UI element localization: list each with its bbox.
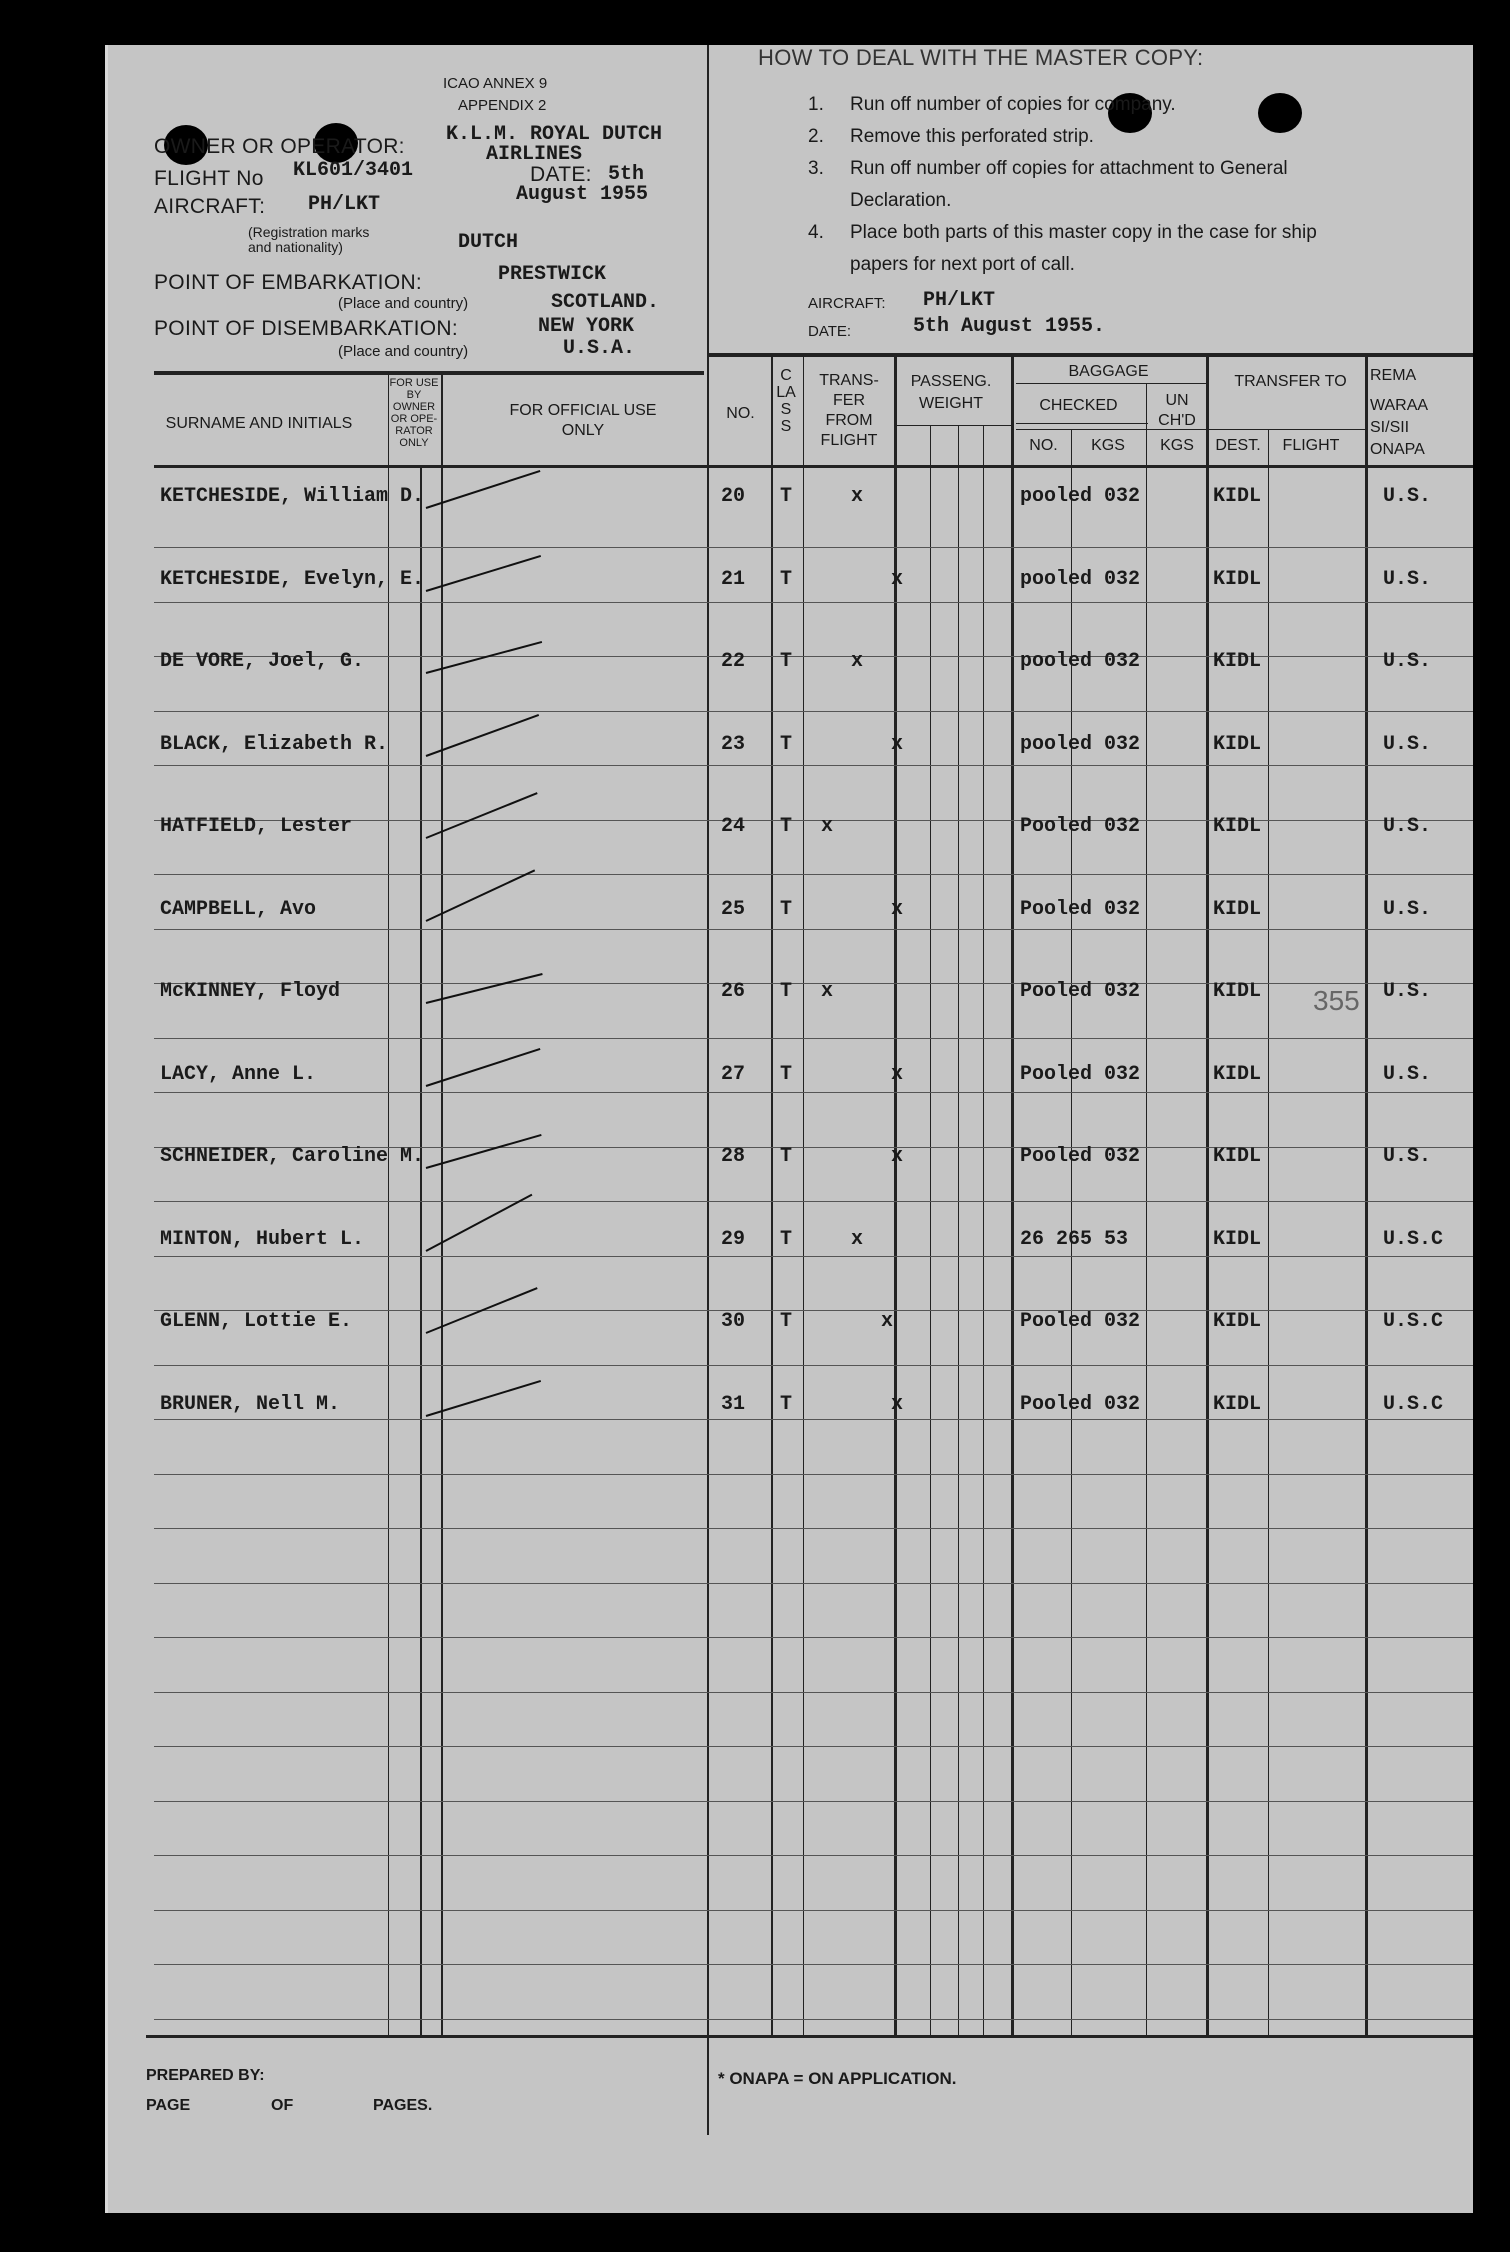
passenger-class: T	[780, 1062, 793, 1086]
instruction-text: papers for next port of call.	[850, 254, 1075, 275]
col-transfer-from: TRANS- FER FROM FLIGHT	[819, 372, 879, 449]
owner-label: OWNER OR OPERATOR:	[154, 135, 405, 158]
transfer-destination: KIDL	[1213, 650, 1262, 673]
row-line	[154, 1038, 1473, 1039]
passenger-name: LACY, Anne L.	[160, 1062, 317, 1086]
baggage-value: 26 265 53	[1020, 1227, 1129, 1251]
col-passeng-weight: PASSENG. WEIGHT	[910, 373, 992, 412]
instruction-item	[808, 89, 1468, 121]
baggage-value: Pooled 032	[1020, 1145, 1141, 1168]
header-subrule	[1016, 383, 1206, 384]
row-line	[154, 1419, 1473, 1420]
instruction-text: Declaration.	[850, 190, 952, 211]
page-label: PAGE	[146, 2097, 191, 2114]
column-line	[1206, 353, 1209, 2035]
passenger-weight-mark: x	[891, 1392, 904, 1416]
remarks-value: U.S.	[1383, 1145, 1432, 1168]
passenger-number: 25	[721, 897, 746, 921]
col-baggage: BAGGAGE	[1068, 363, 1149, 380]
handwritten-number: 355	[1313, 985, 1360, 1016]
passenger-class: T	[780, 1145, 793, 1168]
passenger-name: McKINNEY, Floyd	[160, 980, 341, 1003]
transfer-destination: KIDL	[1213, 485, 1262, 508]
passenger-class: T	[780, 1227, 793, 1251]
column-line	[388, 371, 389, 2035]
col-dest: DEST.	[1215, 437, 1261, 454]
column-line	[958, 425, 959, 2035]
passenger-class: T	[780, 1310, 793, 1333]
aircraft-value: PH/LKT	[308, 193, 381, 216]
disembarkation-label: POINT OF DISEMBARKATION:	[154, 317, 458, 340]
passenger-number: 20	[721, 485, 746, 508]
owner-value-2: AIRLINES	[486, 143, 583, 166]
instruction-text: Place both parts of this master copy in the case for ship	[850, 222, 1317, 243]
transfer-destination: KIDL	[1213, 1227, 1262, 1251]
baggage-value: Pooled 032	[1020, 1310, 1141, 1333]
remarks-value: U.S.	[1383, 567, 1432, 591]
appendix: APPENDIX 2	[458, 97, 547, 114]
row-line	[154, 2019, 1473, 2020]
passenger-class: T	[780, 815, 793, 838]
header-subrule	[896, 425, 1011, 426]
col-si: SI/SII	[1370, 419, 1410, 436]
row-line	[154, 1365, 1473, 1366]
flight-value: KL601/3401	[293, 159, 414, 182]
row-line	[154, 983, 1473, 984]
instruction-number: 2.	[808, 126, 824, 147]
row-line	[154, 1910, 1473, 1911]
passenger-weight-mark: x	[821, 815, 834, 838]
passenger-weight-mark: x	[891, 732, 904, 756]
column-line	[1011, 353, 1014, 2035]
column-line	[441, 371, 443, 2035]
disembarkation-value-2: U.S.A.	[563, 337, 636, 360]
remarks-value: U.S.	[1383, 897, 1432, 921]
remarks-value: U.S.	[1383, 732, 1432, 756]
col-official-use: FOR OFFICIAL USE ONLY	[509, 402, 657, 439]
icao-annex: ICAO ANNEX 9	[443, 75, 548, 92]
row-line	[154, 1964, 1473, 1965]
embarkation-value-2: SCOTLAND.	[551, 291, 660, 314]
passenger-name: KETCHESIDE, William D.	[160, 485, 425, 508]
transfer-destination: KIDL	[1213, 1392, 1262, 1416]
instruction-item	[808, 249, 1468, 281]
transfer-destination: KIDL	[1213, 815, 1262, 838]
row-line	[154, 1583, 1473, 1584]
passenger-number: 22	[721, 650, 746, 673]
passenger-number: 31	[721, 1392, 746, 1416]
disembarkation-value: NEW YORK	[538, 315, 635, 338]
onapa-note: * ONAPA = ON APPLICATION.	[718, 2069, 957, 2088]
col-no: NO.	[726, 405, 755, 422]
passenger-class: T	[780, 980, 793, 1003]
baggage-value: pooled 032	[1020, 485, 1141, 508]
column-line	[803, 353, 804, 2035]
col-checked: CHECKED	[1039, 397, 1118, 414]
row-line	[154, 602, 1473, 603]
passenger-weight-mark: x	[891, 567, 904, 591]
passenger-weight-mark: x	[851, 1227, 864, 1251]
row-line	[154, 711, 1473, 712]
passenger-number: 24	[721, 815, 746, 838]
row-line	[154, 929, 1473, 930]
header-subrule	[1016, 423, 1148, 424]
remarks-value: U.S.	[1383, 485, 1432, 508]
check-mark	[426, 641, 542, 674]
row-line	[154, 1474, 1473, 1475]
date-value: 5th	[608, 163, 645, 186]
row-line	[154, 1692, 1473, 1693]
check-mark	[426, 973, 543, 1004]
remarks-value: U.S.C	[1383, 1392, 1444, 1416]
date-value-2: August 1955	[516, 183, 649, 206]
place-note: (Place and country)	[338, 295, 469, 312]
passenger-weight-mark: x	[891, 897, 904, 921]
transfer-destination: KIDL	[1213, 732, 1262, 756]
passenger-name: GLENN, Lottie E.	[160, 1310, 353, 1333]
passenger-weight-mark: x	[881, 1310, 894, 1333]
column-line	[420, 465, 422, 2035]
instruction-number: 4.	[808, 222, 824, 243]
passenger-name: MINTON, Hubert L.	[160, 1227, 365, 1251]
row-line	[154, 765, 1473, 766]
instruction-number	[808, 185, 850, 217]
date-label: DATE:	[530, 163, 592, 186]
passenger-number: 21	[721, 567, 746, 591]
passenger-number: 29	[721, 1227, 746, 1251]
baggage-value: pooled 032	[1020, 732, 1141, 756]
row-line	[154, 1528, 1473, 1529]
registration-note-line: and nationality)	[248, 239, 343, 255]
prepared-by: PREPARED BY:	[146, 2067, 265, 2084]
registration-note-line: (Registration marks	[248, 224, 370, 240]
baggage-value: pooled 032	[1020, 650, 1141, 673]
header-rule	[154, 371, 704, 375]
passenger-number: 26	[721, 980, 746, 1003]
remarks-value: U.S.C	[1383, 1227, 1444, 1251]
instruction-text: Remove this perforated strip.	[850, 126, 1094, 147]
instructions-title: HOW TO DEAL WITH THE MASTER COPY:	[758, 45, 1204, 70]
check-mark	[426, 554, 541, 591]
instruction-number: 3.	[808, 158, 824, 179]
passenger-class: T	[780, 567, 793, 591]
column-line	[894, 353, 897, 2035]
transfer-destination: KIDL	[1213, 980, 1262, 1003]
passenger-number: 27	[721, 1062, 746, 1086]
col-kgs: KGS	[1091, 437, 1125, 454]
of-label: OF	[271, 2097, 294, 2114]
column-line	[1146, 383, 1147, 2035]
col-bag-no: NO.	[1029, 437, 1058, 454]
col-kgs-unchecked: KGS	[1160, 437, 1194, 454]
transfer-destination: KIDL	[1213, 1145, 1262, 1168]
passenger-class: T	[780, 485, 793, 508]
instruction-item	[808, 121, 1468, 153]
transfer-destination: KIDL	[1213, 1062, 1262, 1086]
passenger-name: BRUNER, Nell M.	[160, 1392, 341, 1416]
transfer-destination: KIDL	[1213, 897, 1262, 921]
col-surname: SURNAME AND INITIALS	[165, 415, 353, 432]
header-subrule	[1016, 429, 1366, 430]
baggage-value: Pooled 032	[1020, 980, 1141, 1003]
remarks-value: U.S.	[1383, 980, 1432, 1003]
passenger-name: KETCHESIDE, Evelyn, E.	[160, 567, 425, 591]
passenger-weight-mark: x	[851, 485, 864, 508]
passenger-number: 23	[721, 732, 746, 756]
passenger-class: T	[780, 732, 793, 756]
instructions-list	[808, 89, 1468, 281]
passenger-name: SCHNEIDER, Caroline M.	[160, 1145, 425, 1168]
column-line	[771, 353, 773, 2035]
aircraft-label: AIRCRAFT:	[154, 195, 266, 218]
embarkation-value: PRESTWICK	[498, 263, 607, 286]
remarks-value: U.S.C	[1383, 1310, 1444, 1333]
passenger-name: HATFIELD, Lester	[160, 815, 353, 838]
footer-rule	[146, 2035, 1473, 2038]
passenger-weight-mark: x	[851, 650, 864, 673]
row-line	[154, 874, 1473, 875]
passenger-class: T	[780, 1392, 793, 1416]
remarks-value: U.S.	[1383, 650, 1432, 673]
passenger-name: BLACK, Elizabeth R.	[160, 732, 389, 756]
baggage-value: Pooled 032	[1020, 897, 1141, 921]
passenger-weight-mark: x	[891, 1145, 904, 1168]
header-rule	[708, 353, 1473, 357]
passenger-number: 30	[721, 1310, 746, 1333]
embarkation-label: POINT OF EMBARKATION:	[154, 271, 423, 294]
pages-label: PAGES.	[373, 2097, 433, 2114]
column-line	[983, 425, 984, 2035]
instruction-item	[808, 185, 1468, 217]
row-line	[154, 1855, 1473, 1856]
row-line	[154, 547, 1473, 548]
instruction-item	[808, 153, 1468, 185]
passenger-class: T	[780, 897, 793, 921]
nationality-value: DUTCH	[458, 231, 519, 254]
registration-note	[248, 225, 369, 255]
instr-date-label: DATE:	[808, 323, 852, 340]
passenger-weight-mark: x	[891, 1062, 904, 1086]
row-line	[154, 1201, 1473, 1202]
column-line	[1268, 429, 1269, 2035]
baggage-value: Pooled 032	[1020, 815, 1141, 838]
baggage-value: pooled 032	[1020, 567, 1141, 591]
baggage-value: Pooled 032	[1020, 1392, 1141, 1416]
column-line	[1365, 353, 1368, 2035]
remarks-value: U.S.	[1383, 1062, 1432, 1086]
divider-line	[707, 45, 709, 2135]
place-note: (Place and country)	[338, 343, 469, 360]
passenger-weight-mark: x	[821, 980, 834, 1003]
col-onapa: ONAPA	[1370, 441, 1425, 458]
column-line	[930, 425, 931, 2035]
header-rule	[154, 465, 1473, 468]
row-line	[154, 1637, 1473, 1638]
col-waraa: WARAA	[1370, 397, 1429, 414]
transfer-destination: KIDL	[1213, 1310, 1262, 1333]
passenger-number: 28	[721, 1145, 746, 1168]
passenger-name: CAMPBELL, Avo	[160, 897, 317, 921]
flight-label: FLIGHT No	[154, 167, 264, 190]
passenger-class: T	[780, 650, 793, 673]
remarks-value: U.S.	[1383, 815, 1432, 838]
transfer-destination: KIDL	[1213, 567, 1262, 591]
row-line	[154, 1801, 1473, 1802]
owner-value: K.L.M. ROYAL DUTCH	[446, 123, 663, 146]
row-line	[154, 1746, 1473, 1747]
passenger-name: DE VORE, Joel, G.	[160, 650, 365, 673]
col-class: CLASS	[776, 367, 796, 435]
instruction-item	[808, 217, 1468, 249]
col-flight: FLIGHT	[1282, 437, 1340, 454]
instr-date-value: 5th August 1955.	[913, 315, 1106, 338]
instruction-text: Run off number off copies for attachment to General	[850, 158, 1288, 179]
instruction-text: Run off number of copies for company.	[850, 94, 1176, 115]
row-line	[154, 1092, 1473, 1093]
col-transfer-to: TRANSFER TO	[1234, 373, 1347, 390]
instr-aircraft-label: AIRCRAFT:	[808, 295, 886, 312]
check-mark	[426, 1134, 542, 1169]
instruction-number: 1.	[808, 94, 824, 115]
baggage-value: Pooled 032	[1020, 1062, 1141, 1086]
row-line	[154, 1256, 1473, 1257]
col-owner-use: FOR USE BY OWNER OR OPE- RATOR ONLY	[389, 377, 439, 449]
instr-aircraft-value: PH/LKT	[923, 289, 996, 312]
instruction-number	[808, 249, 850, 281]
manifest-sheet	[105, 45, 1473, 2213]
col-unchd: UN CH'D	[1158, 392, 1196, 429]
col-remarks: REMA	[1370, 367, 1417, 384]
check-mark	[426, 1379, 541, 1416]
